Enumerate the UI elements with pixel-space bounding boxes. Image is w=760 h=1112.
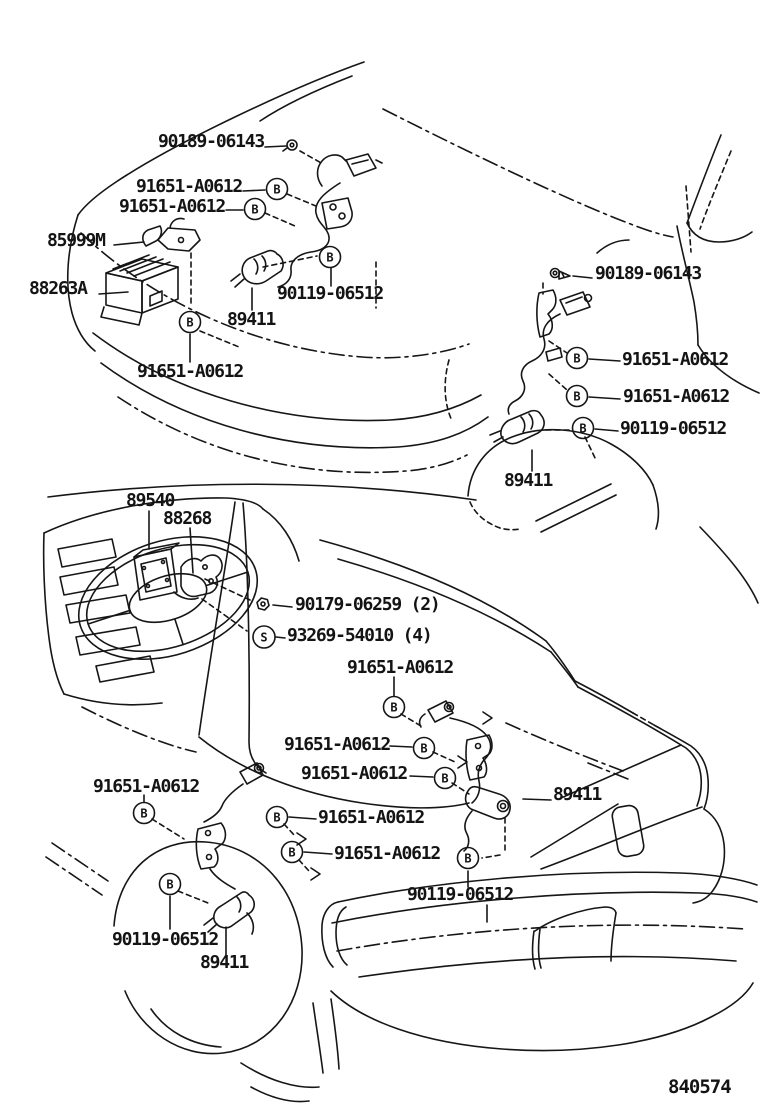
abs-ecu-88263a-drawing	[101, 255, 178, 325]
svg-text:B: B	[464, 851, 472, 866]
part-number-labels-layer	[29, 131, 729, 973]
part-number-label-front-bolt-right: 90119-06512	[620, 418, 727, 439]
part-number-label-front-clip-2: 91651-A0612	[119, 196, 226, 217]
clip-symbol-b	[567, 386, 588, 407]
rear-right-abs-sensor-assembly	[420, 701, 511, 851]
figure-number: 840574	[668, 1076, 731, 1098]
svg-text:B: B	[441, 771, 449, 786]
svg-text:B: B	[390, 700, 398, 715]
svg-text:B: B	[573, 389, 581, 404]
part-number-label-nut-90179: 90179-06259 (2)	[295, 594, 440, 615]
part-number-label-rear-bolt-right: 90119-06512	[407, 884, 514, 905]
part-number-label-front-sensor-right: 89411	[504, 470, 553, 491]
part-number-label-rear-clip-1: 91651-A0612	[347, 657, 454, 678]
svg-text:B: B	[573, 351, 581, 366]
svg-text:S: S	[260, 630, 268, 645]
svg-text:B: B	[326, 250, 334, 265]
part-number-label-rear-clip-4: 91651-A0612	[93, 776, 200, 797]
screw-icon	[551, 269, 571, 280]
part-number-label-front-grommet: 90189-06143	[158, 131, 265, 152]
part-number-label-rear-sensor-left: 89411	[200, 952, 249, 973]
part-number-label-ecu-89540: 89540	[126, 490, 175, 511]
svg-text:B: B	[273, 810, 281, 825]
clip-symbol-s	[253, 626, 275, 648]
svg-text:B: B	[420, 741, 428, 756]
front-car-outline	[48, 62, 759, 603]
clip-symbol-b	[245, 199, 266, 220]
rear-left-abs-sensor-assembly	[196, 763, 263, 934]
clip-symbol-b	[384, 697, 405, 718]
front-left-abs-sensor-assembly	[231, 154, 382, 287]
part-number-label-rear-clip-6: 91651-A0612	[334, 843, 441, 864]
clip-symbol-b	[267, 179, 288, 200]
part-number-label-rear-clip-2: 91651-A0612	[284, 734, 391, 755]
part-number-label-rear-sensor-right: 89411	[553, 784, 602, 805]
clip-symbol-b	[267, 807, 288, 828]
part-number-label-rear-clip-3: 91651-A0612	[301, 763, 408, 784]
clip-symbol-b	[134, 803, 155, 824]
svg-text:B: B	[140, 806, 148, 821]
svg-text:B: B	[273, 182, 281, 197]
part-number-label-screw-93269: 93269-54010 (4)	[287, 625, 432, 646]
clip-symbol-b	[435, 768, 456, 789]
clip-symbol-b	[567, 348, 588, 369]
part-number-label-front-sensor-left: 89411	[227, 309, 276, 330]
svg-text:B: B	[579, 421, 587, 436]
clip-symbol-b	[160, 874, 181, 895]
bracket-85999m-drawing	[143, 218, 200, 251]
clip-symbol-b	[282, 842, 303, 863]
part-number-label-front-clip-1: 91651-A0612	[136, 176, 243, 197]
clip-symbol-b	[414, 738, 435, 759]
clip-symbol-b	[180, 312, 201, 333]
clip-symbol-b	[458, 848, 479, 869]
svg-text:B: B	[186, 315, 194, 330]
part-number-label-rear-bolt-left: 90119-06512	[112, 929, 219, 950]
svg-text:B: B	[288, 845, 296, 860]
part-number-label-front-bolt-left: 90119-06512	[277, 283, 384, 304]
dashed-lines	[152, 151, 570, 903]
clip-symbol-b	[573, 418, 594, 439]
part-number-label-front-grommet-right: 90189-06143	[595, 263, 702, 284]
part-number-label-abs-ecu-88263a: 88263A	[29, 278, 87, 299]
part-number-label-front-clip-4: 91651-A0612	[622, 349, 729, 370]
part-number-label-front-clip-5: 91651-A0612	[623, 386, 730, 407]
svg-text:B: B	[251, 202, 259, 217]
part-number-label-bracket-85999m: 85999M	[47, 230, 105, 251]
fastener-icons-layer	[257, 140, 570, 610]
part-number-label-rear-clip-5: 91651-A0612	[318, 807, 425, 828]
ecu-89540-drawing	[134, 543, 179, 600]
svg-text:B: B	[166, 877, 174, 892]
part-number-label-bracket-88268: 88268	[163, 508, 212, 529]
nut-icon	[257, 598, 269, 610]
part-number-label-front-clip-3: 91651-A0612	[137, 361, 244, 382]
clip-symbol-b	[320, 247, 341, 268]
